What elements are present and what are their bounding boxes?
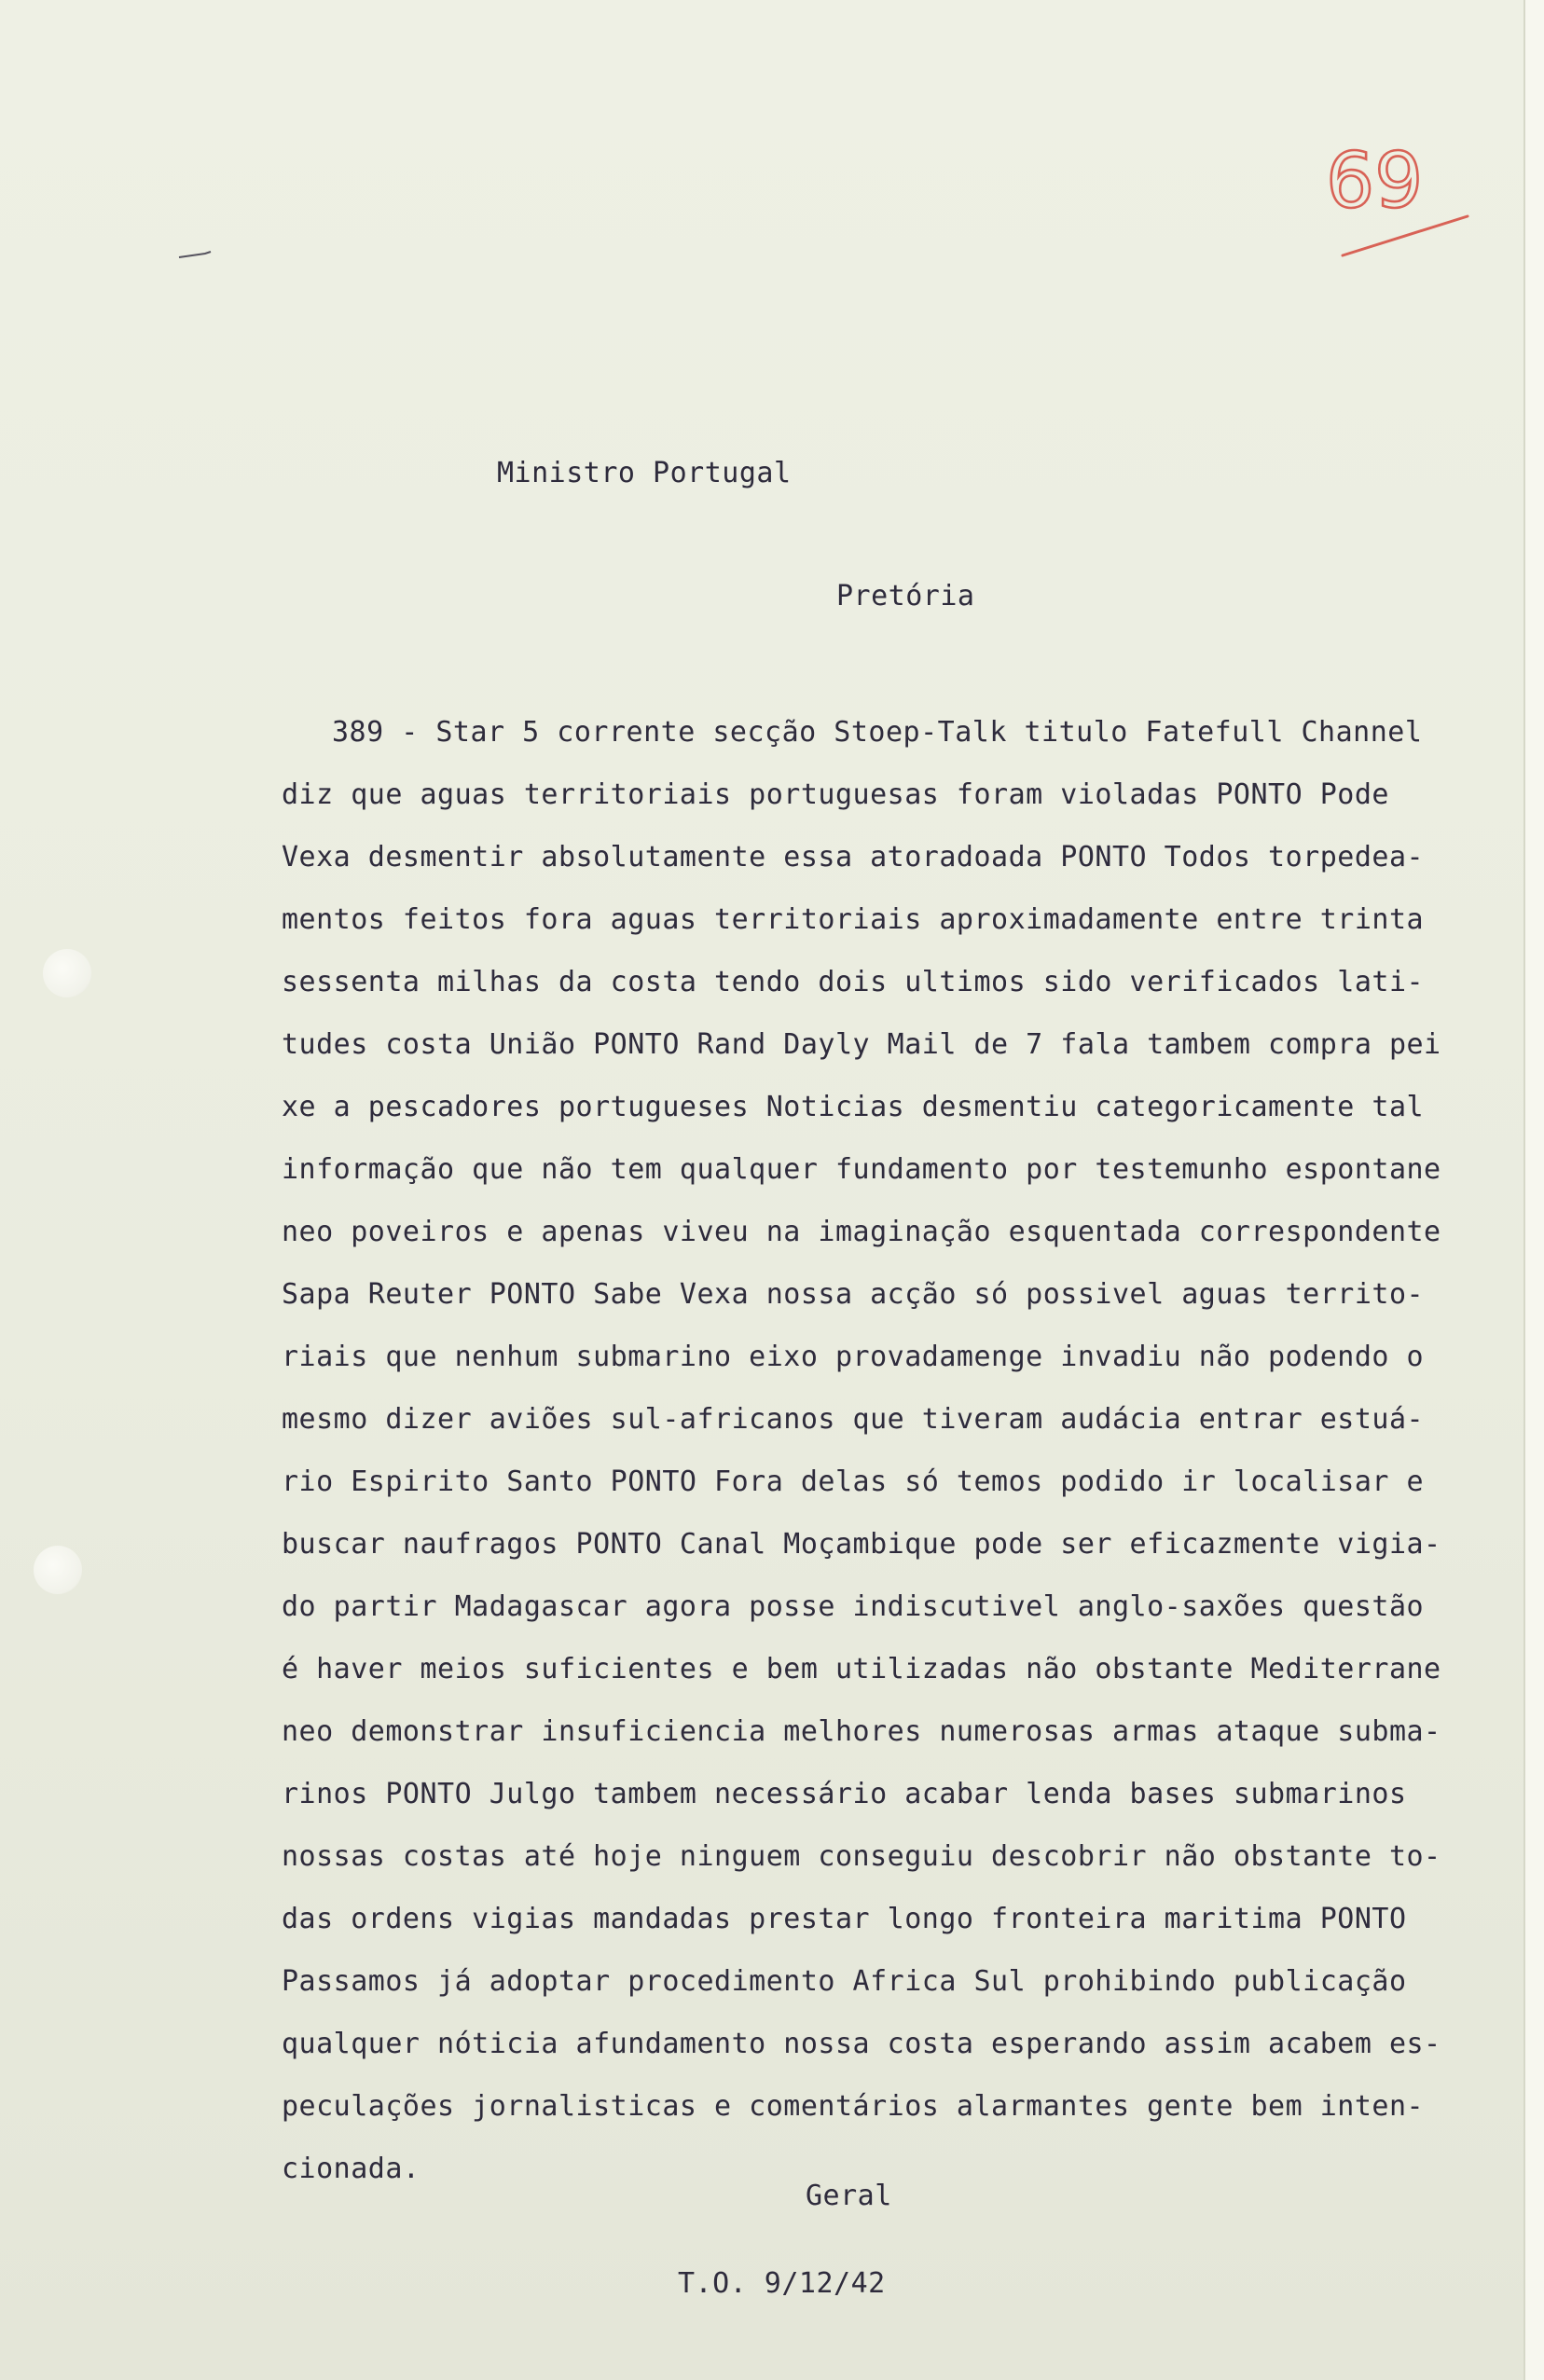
body-line: rio Espirito Santo PONTO Fora delas só temos podido ir localisar e [282, 1465, 1425, 1498]
punch-hole [34, 1546, 82, 1594]
body-line: 389 - Star 5 corrente secção Stoep-Talk titulo Fatefull Channel [332, 716, 1423, 749]
folio-number [1322, 140, 1471, 270]
body-line: Vexa desmentir absolutamente essa atoradoada PONTO Todos torpedea- [282, 841, 1425, 874]
body-line: das ordens vigias mandadas prestar longo fronteira maritima PONTO [282, 1903, 1407, 1935]
body-line: Passamos já adoptar procedimento Africa Sul prohibindo publicação [282, 1965, 1407, 1998]
body-line: rinos PONTO Julgo tambem necessário acabar lenda bases submarinos [282, 1778, 1407, 1810]
body-line: Sapa Reuter PONTO Sabe Vexa nossa acção só possivel aguas territo- [282, 1278, 1425, 1311]
body-line: do partir Madagascar agora posse indiscutivel anglo-saxões questão [282, 1590, 1425, 1623]
body-line: diz que aguas territoriais portuguesas foram violadas PONTO Pode [282, 778, 1389, 811]
pencil-tick-mark [177, 250, 213, 259]
body-line: é haver meios suficientes e bem utilizadas não obstante Mediterrane [282, 1653, 1441, 1685]
body-line: buscar naufragos PONTO Canal Moçambique pode ser eficazmente vigia- [282, 1528, 1441, 1561]
dateline: T.O. 9/12/42 [678, 2267, 886, 2300]
body-line: mentos feitos fora aguas territoriais aproximadamente entre trinta [282, 903, 1425, 936]
body-line: cionada. [282, 2153, 420, 2185]
page-edge [1525, 0, 1544, 2380]
body-line: neo poveiros e apenas viveu na imaginação esquentada correspondente [282, 1216, 1441, 1248]
body-line: riais que nenhum submarino eixo provadamenge invadiu não podendo o [282, 1341, 1425, 1373]
body-line: peculações jornalisticas e comentários alarmantes gente bem inten- [282, 2090, 1425, 2123]
body-line: xe a pescadores portugueses Noticias desmentiu categoricamente tal [282, 1091, 1425, 1123]
body-line: neo demonstrar insuficiencia melhores numerosas armas ataque subma- [282, 1715, 1441, 1748]
addressee-line: Ministro Portugal [497, 457, 792, 489]
body-line: qualquer nóticia afundamento nossa costa esperando assim acabem es- [282, 2028, 1441, 2060]
punch-hole [43, 949, 91, 997]
body-line: tudes costa União PONTO Rand Dayly Mail de 7 fala tambem compra pei [282, 1028, 1441, 1061]
signature-line: Geral [806, 2180, 892, 2212]
place-line: Pretória [836, 580, 975, 612]
body-line: nossas costas até hoje ninguem conseguiu descobrir não obstante to- [282, 1840, 1441, 1873]
folio-number-text: 69 [1326, 140, 1424, 226]
body-line: sessenta milhas da costa tendo dois ultimos sido verificados lati- [282, 966, 1425, 998]
body-line: mesmo dizer aviões sul-africanos que tiveram audácia entrar estuá- [282, 1403, 1425, 1436]
body-line: informação que não tem qualquer fundamento por testemunho espontane [282, 1153, 1441, 1186]
telegram-body [282, 714, 1527, 2213]
